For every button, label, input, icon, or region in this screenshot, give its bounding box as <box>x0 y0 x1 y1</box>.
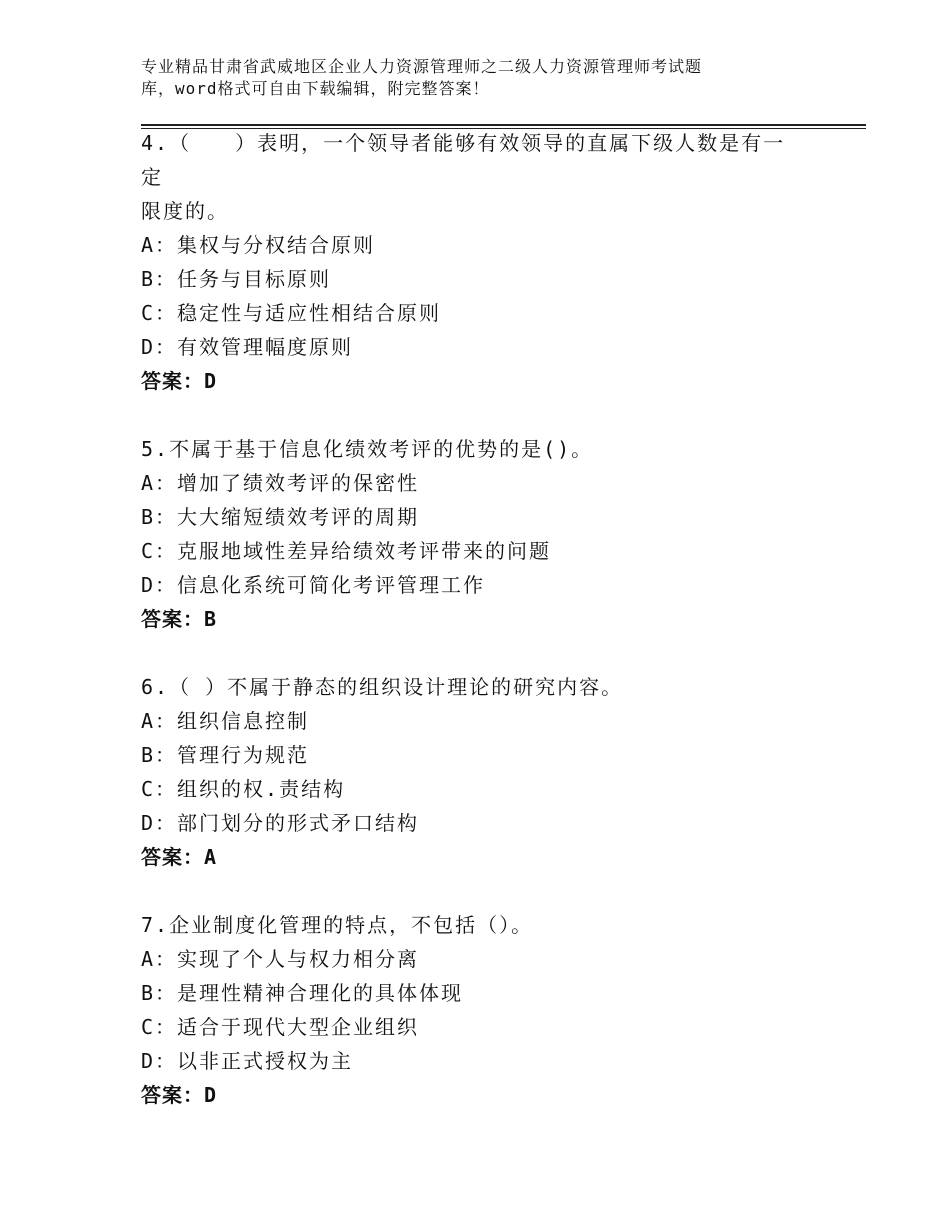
answer-label: 答案： <box>141 369 204 393</box>
answer-line <box>141 602 861 636</box>
question-6 <box>141 670 861 874</box>
answer-value: B <box>204 607 217 631</box>
header-title-line-1: 专业精品甘肃省武威地区企业人力资源管理师之二级人力资源管理师考试题 <box>141 57 703 76</box>
answer-value: D <box>204 1083 217 1107</box>
question-7 <box>141 908 861 1112</box>
option-b: B：大大缩短绩效考评的周期 <box>141 505 420 529</box>
option-c: C：克服地域性差异给绩效考评带来的问题 <box>141 539 552 563</box>
option-b: B：管理行为规范 <box>141 743 310 767</box>
answer-line <box>141 1078 861 1112</box>
option-d: D：信息化系统可简化考评管理工作 <box>141 573 486 597</box>
answer-value: A <box>204 845 217 869</box>
option-d: D：有效管理幅度原则 <box>141 335 354 359</box>
question-stem <box>141 126 801 228</box>
option-c: C：适合于现代大型企业组织 <box>141 1015 420 1039</box>
answer-line <box>141 840 861 874</box>
question-5 <box>141 432 861 636</box>
question-stem <box>141 432 801 466</box>
option-a: A：实现了个人与权力相分离 <box>141 947 420 971</box>
option-d: D：以非正式授权为主 <box>141 1049 354 1073</box>
header-title-line-2: 库，word格式可自由下载编辑，附完整答案！ <box>141 79 490 98</box>
answer-label: 答案： <box>141 607 204 631</box>
document-header <box>141 56 801 100</box>
question-stem-line: 6.（ ）不属于静态的组织设计理论的研究内容。 <box>141 675 624 699</box>
answer-label: 答案： <box>141 845 204 869</box>
answer-label: 答案： <box>141 1083 204 1107</box>
question-stem-line: 7.企业制度化管理的特点，不包括（）。 <box>141 913 534 937</box>
answer-line <box>141 364 861 398</box>
option-a: A：增加了绩效考评的保密性 <box>141 471 420 495</box>
question-stem-line: 4.（ ）表明，一个领导者能够有效领导的直属下级人数是有一定 <box>141 131 786 189</box>
question-4 <box>141 126 861 398</box>
option-c: C：稳定性与适应性相结合原则 <box>141 301 442 325</box>
option-b: B：是理性精神合理化的具体体现 <box>141 981 464 1005</box>
option-c: C：组织的权.责结构 <box>141 777 346 801</box>
option-d: D：部门划分的形式矛口结构 <box>141 811 420 835</box>
question-stem <box>141 908 801 942</box>
option-a: A：组织信息控制 <box>141 709 310 733</box>
option-a: A：集权与分权结合原则 <box>141 233 376 257</box>
answer-value: D <box>204 369 217 393</box>
question-stem-line: 限度的。 <box>141 199 229 223</box>
option-b: B：任务与目标原则 <box>141 267 332 291</box>
question-stem <box>141 670 801 704</box>
question-list <box>141 126 861 1146</box>
question-stem-line: 5.不属于基于信息化绩效考评的优势的是()。 <box>141 437 594 461</box>
